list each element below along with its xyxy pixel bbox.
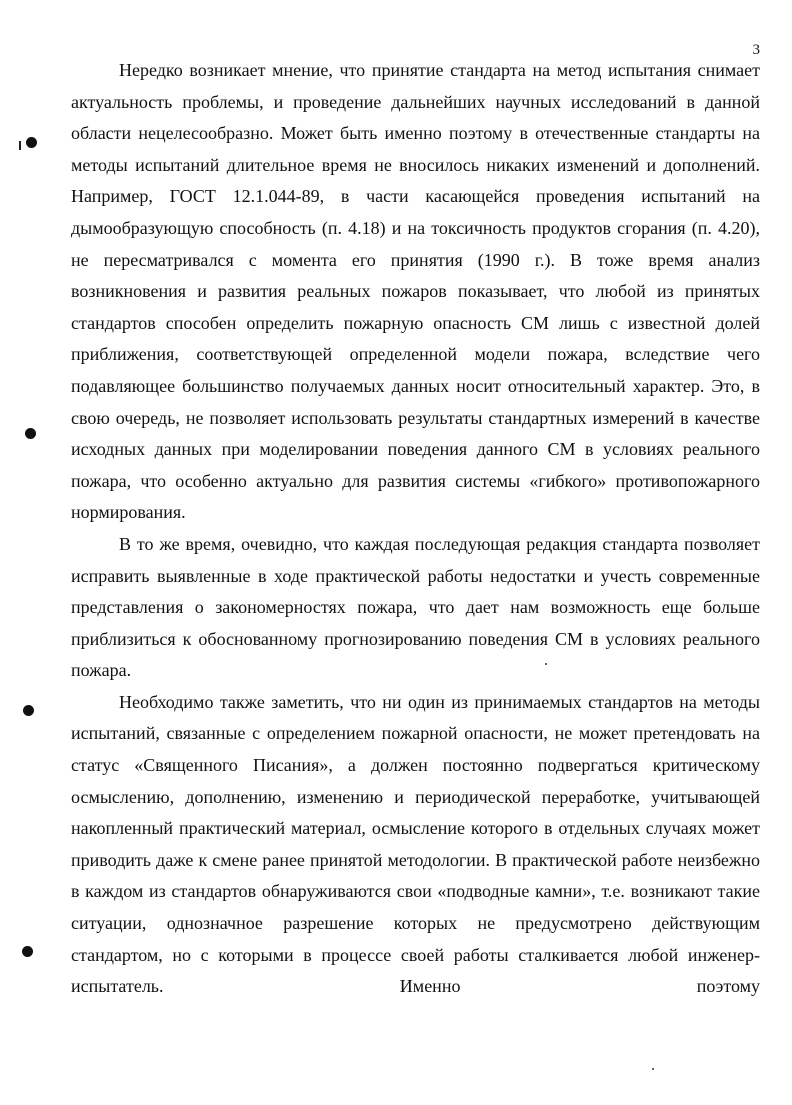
binder-hole-mark-4 bbox=[22, 946, 33, 957]
binder-hole-mark-3 bbox=[23, 705, 34, 716]
paragraph-3: Необходимо также заметить, что ни один из принимаемых стандартов на методы испытаний, связанные с определением пожарной опасности, не может претендовать на статус «Священного Писания», а должен постоянно подвергаться критическому осмыслению, дополнению, изменению и периодической переработке, учитывающей накопленный практический материал, осмысление которого в отдельных случаях может приводить даже к смене ранее принятой методологии. В практической работе неизбежно в каждом из стандартов обнаруживаются свои «подводные камни», т.е. возникают такие ситуации, однозначное разрешение которых не предусмотрено действующим стандартом, но с которыми в процессе своей работы сталкивается любой инженер-испытатель. Именно поэтому bbox=[71, 691, 760, 997]
paragraph-2: В то же время, очевидно, что каждая последующая редакция стандарта позволяет исправить выявленные в ходе практической работы недостатки и учесть современные представления о закономерностях пожара, что дает нам возможность еще больше приблизиться к обоснованному прогнозированию поведения СМ в условиях реального пожара. bbox=[71, 533, 760, 681]
binder-hole-mark-1 bbox=[26, 137, 37, 148]
scan-speck bbox=[545, 663, 547, 665]
page-number: 3 bbox=[752, 42, 760, 58]
paragraph-1: Нередко возникает мнение, что принятие стандарта на метод испытания снимает актуальность проблемы, и проведение дальнейших научных исследований в данной области нецелесообразно. Может быть именно поэтому в отечественные стандарты на методы испытаний длительное время не вносилось никаких изменений и дополнений. Например, ГОСТ 12.1.044-89, в части касающейся проведения испытаний на дымообразующую способность (п. 4.18) и на токсичность продуктов сгорания (п. 4.20), не пересматривался с момента его принятия (1990 г.). В тоже время анализ возникновения и развития реальных пожаров показывает, что любой из принятых стандартов способен определить пожарную опасность СМ лишь с известной долей приближения, соответствующей определенной модели пожара, вследствие чего подавляющее большинство получаемых данных носит относительный характер. Это, в свою очередь, не позволяет использовать результаты стандартных измерений в качестве исходных данных при моделировании поведения данного СМ в условиях реального пожара, что особенно актуально для развития системы «гибкого» противопожарного нормирования. bbox=[71, 60, 760, 523]
document-body bbox=[71, 55, 760, 1003]
scan-artifact-mark bbox=[19, 141, 21, 150]
binder-hole-mark-2 bbox=[25, 428, 36, 439]
scan-speck bbox=[652, 1068, 654, 1070]
